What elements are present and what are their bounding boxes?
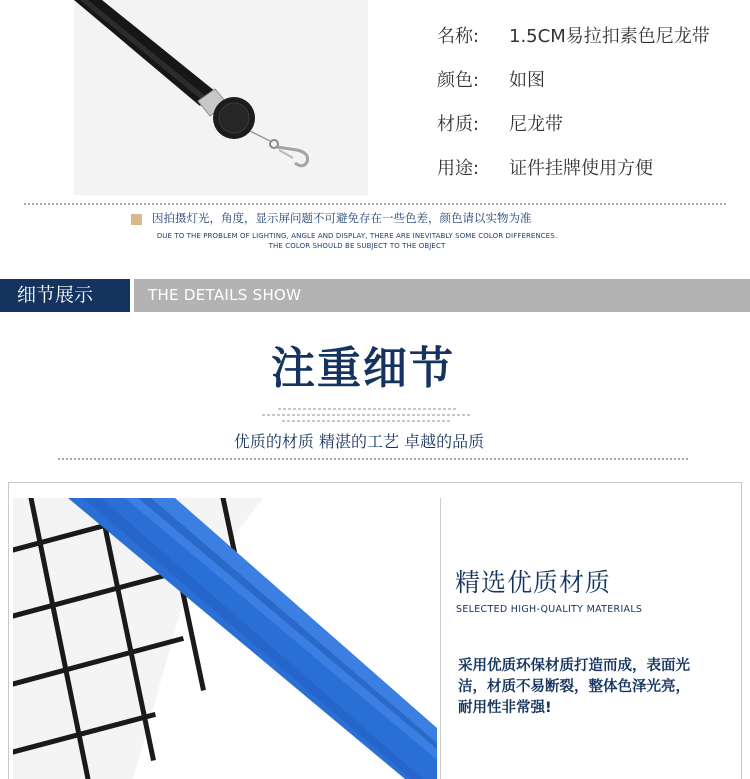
dotted-separator (58, 458, 688, 460)
notice-text-cn: 因拍摄灯光，角度，显示屏问题不可避免存在一些色差，颜色请以实物为准 (152, 211, 532, 225)
decorative-line (278, 408, 456, 410)
spec-value: 1.5CM易拉扣素色尼龙带 (509, 26, 710, 47)
spec-row-color (437, 69, 545, 93)
spec-value: 如图 (509, 70, 545, 91)
black-lanyard-illustration (74, 0, 368, 195)
spec-row-material (437, 113, 563, 137)
spec-value: 证件挂牌使用方便 (509, 158, 653, 179)
dotted-separator (24, 203, 726, 205)
feature-subtitle: SELECTED HIGH-QUALITY MATERIALS (456, 604, 643, 615)
feature-title: 精选优质材质 (455, 568, 612, 597)
blue-lanyard-illustration (13, 498, 437, 779)
notice-text-en-line1: DUE TO THE PROBLEM OF LIGHTING, ANGLE AND DISPLAY, THERE ARE INEVITABLY SOME COLOR DIFFERENCES. (156, 232, 558, 240)
spec-label: 颜色: (437, 70, 480, 91)
spec-label: 名称: (437, 26, 480, 47)
spec-row-usage (437, 157, 653, 181)
decorative-line (282, 420, 452, 422)
spec-label: 材质: (437, 114, 480, 135)
feature-description: 采用优质环保材质打造而成，表面光洁，材质不易断裂，整体色泽光亮，耐用性非常强! (458, 658, 690, 716)
notice-square-icon (131, 214, 142, 225)
section-title-cn: 细节展示 (0, 279, 130, 312)
panel-divider (440, 498, 441, 779)
spec-value: 尼龙带 (509, 114, 563, 135)
product-photo-blue-lanyard (13, 498, 437, 779)
decorative-line (262, 414, 470, 416)
section-title-en: THE DETAILS SHOW (134, 279, 750, 312)
spec-row-name (437, 25, 710, 49)
notice-text-en-line2: THE COLOR SHOULD BE SUBJECT TO THE OBJECT (268, 242, 446, 250)
product-photo-black-lanyard (74, 0, 368, 195)
heading-subtitle: 优质的材质 精湛的工艺 卓越的品质 (233, 432, 485, 451)
spec-label: 用途: (437, 158, 480, 179)
page-heading: 注重细节 (271, 343, 455, 394)
